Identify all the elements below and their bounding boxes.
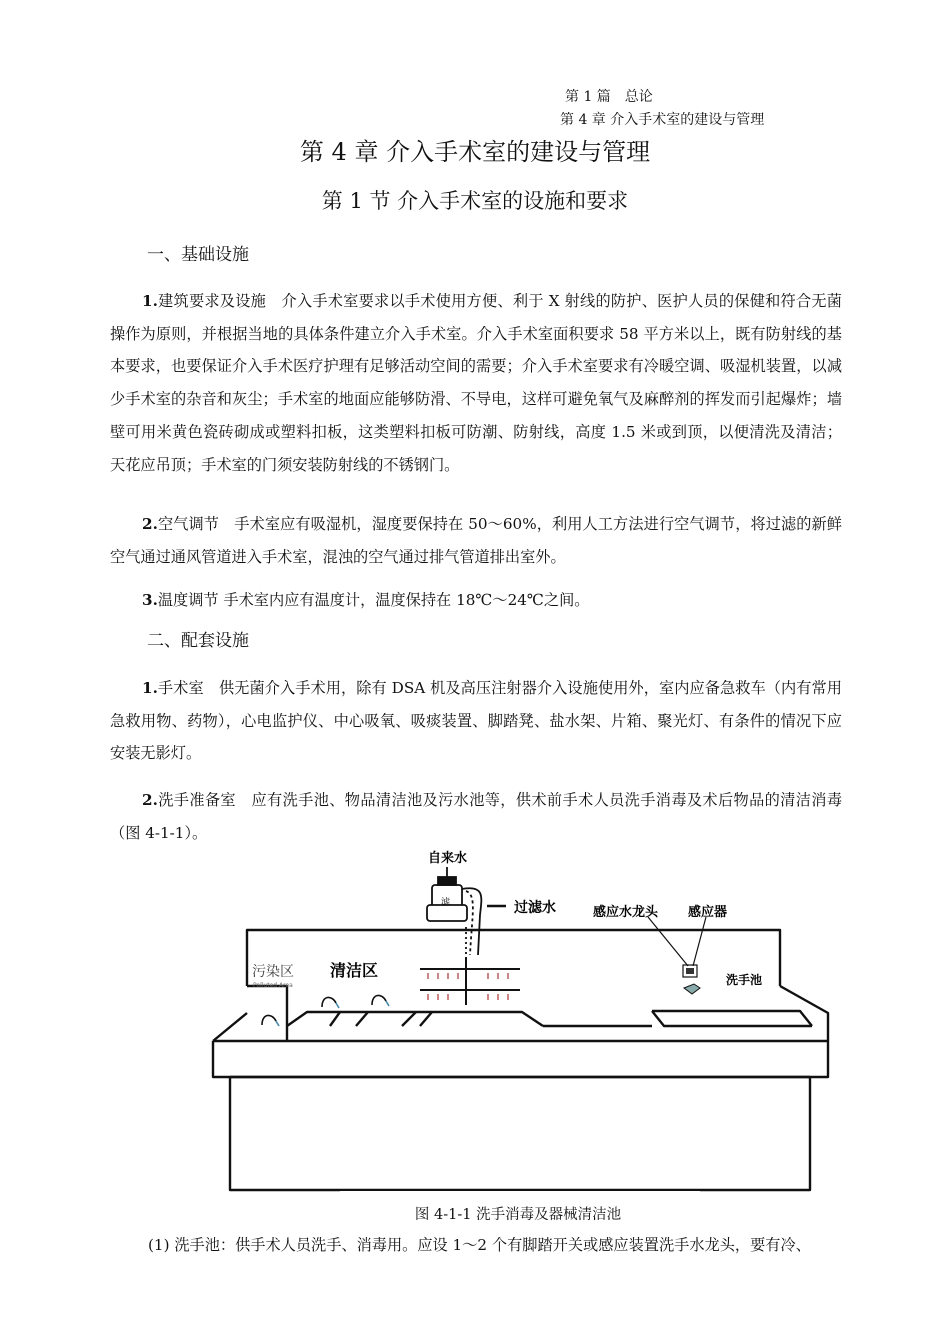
label-sensor: 感应器 (688, 905, 728, 920)
basin-divider-2 (356, 1012, 368, 1026)
sink-counter-left (213, 1013, 247, 1041)
paragraph-operating-room (110, 672, 842, 770)
chapter-title: 第 4 章 介入手术室的建设与管理 (299, 138, 651, 166)
sensor-faucet-icon (683, 965, 700, 994)
label-filtered-water: 过滤水 (514, 900, 556, 916)
label-tap-water: 自来水 (428, 851, 468, 866)
paragraph-number: 2. (142, 515, 158, 533)
paragraph-hand-sink (110, 1233, 842, 1257)
paragraph-number: 3. (142, 591, 158, 609)
paragraph-text: 洗手准备室 应有洗手池、物品清洁池及污水池等，供术前手术人员洗手消毒及术后物品的清洁消毒（图 4-1-1）。 (110, 791, 842, 842)
label-filter-mark: 滤 (441, 898, 451, 908)
figure-caption: 图 4-1-1 洗手消毒及器械清洁池 (414, 1207, 622, 1223)
basin-divider-4 (420, 1012, 432, 1026)
paragraph-temperature-control (110, 584, 842, 617)
hand-sink-rim (652, 1011, 812, 1026)
polluted-zone-faucets (262, 995, 389, 1026)
paragraph-number: 2. (142, 791, 158, 809)
paragraph-text: 建筑要求及设施 介入手术室要求以手术使用方便、利于 X 射线的防护、医护人员的保健和符合无菌操作为原则，并根据当地的具体条件建立介入手术室。介入手术室面积要求 58 平方米以上，既有防射线的基本要求，也要保证介入手术医疗护理有足够活动空间的需要；介入手术室要求有冷暖空调、吸湿机装置，以减少手术室的杂音和灰尘；手术室的地面应能够防滑、不导电，这样可避免氧气及麻醉剂的挥发而引起爆炸；墙壁可用米黄色瓷砖砌成或塑料扣板，这类塑料扣板可防潮、防射线，高度 1.5 米或到顶，以便清洗及清洁；天花应吊顶；手术室的门须安装防射线的不锈钢门。 (110, 292, 842, 474)
basin-divider-1 (330, 1012, 340, 1026)
paragraph-text: 空气调节 手术室应有吸湿机，湿度要保持在 50～60%，利用人工方法进行空气调节，将过滤的新鲜空气通过通风管道进入手术室，混浊的空气通过排气管道排出室外。 (110, 515, 842, 566)
sink-counter-right (780, 986, 828, 1041)
subsection-heading-basic-facilities: 一、基础设施 (147, 245, 249, 265)
sensor-faucet-pointer (648, 917, 688, 966)
section-title: 第 1 节 介入手术室的设施和要求 (321, 189, 629, 213)
label-polluted-zone-en: Polluted Area (253, 982, 293, 989)
sensor-pointer (693, 917, 706, 966)
paragraph-text: (1) 洗手池：供手术人员洗手、消毒用。应设 1～2 个有脚踏开关或感应装置洗手水龙头，要有冷、 (148, 1236, 811, 1254)
subsection-heading-supporting-facilities: 二、配套设施 (147, 631, 249, 651)
paragraph-text: 温度调节 手术室内应有温度计，温度保持在 18℃～24℃之间。 (157, 591, 590, 609)
paragraph-text: 手术室 供无菌介入手术用，除有 DSA 机及高压注射器介入设施使用外，室内应备急救车（内有常用急救用物、药物），心电监护仪、中心吸氧、吸痰装置、脚踏凳、盐水架、片箱、聚光灯、有条件的情况下应安装无影灯。 (110, 679, 842, 763)
paragraph-number: 1. (142, 679, 158, 697)
running-header-part: 第 1 篇 总论 (565, 89, 653, 105)
water-filter-unit (427, 867, 481, 955)
paragraph-number: 1. (142, 292, 158, 310)
paragraph-air-conditioning (110, 508, 842, 573)
figure-sink-diagram (0, 845, 950, 1205)
label-clean-zone: 清洁区 (330, 961, 379, 980)
basin-divider-3 (402, 1012, 416, 1026)
counter-top-line-right (652, 1011, 812, 1026)
label-polluted-zone: 污染区 (252, 964, 294, 980)
spray-bars (420, 957, 520, 1005)
sink-left-step (247, 986, 287, 1041)
label-hand-sink: 洗手池 (726, 973, 763, 987)
label-sensor-faucet: 感应水龙头 (593, 905, 659, 920)
sink-front-band (213, 1041, 828, 1077)
sink-cabinet (230, 1077, 810, 1190)
paragraph-scrub-room (110, 784, 842, 849)
running-header-chapter: 第 4 章 介入手术室的建设与管理 (560, 112, 765, 128)
paragraph-building-requirements (110, 285, 842, 481)
